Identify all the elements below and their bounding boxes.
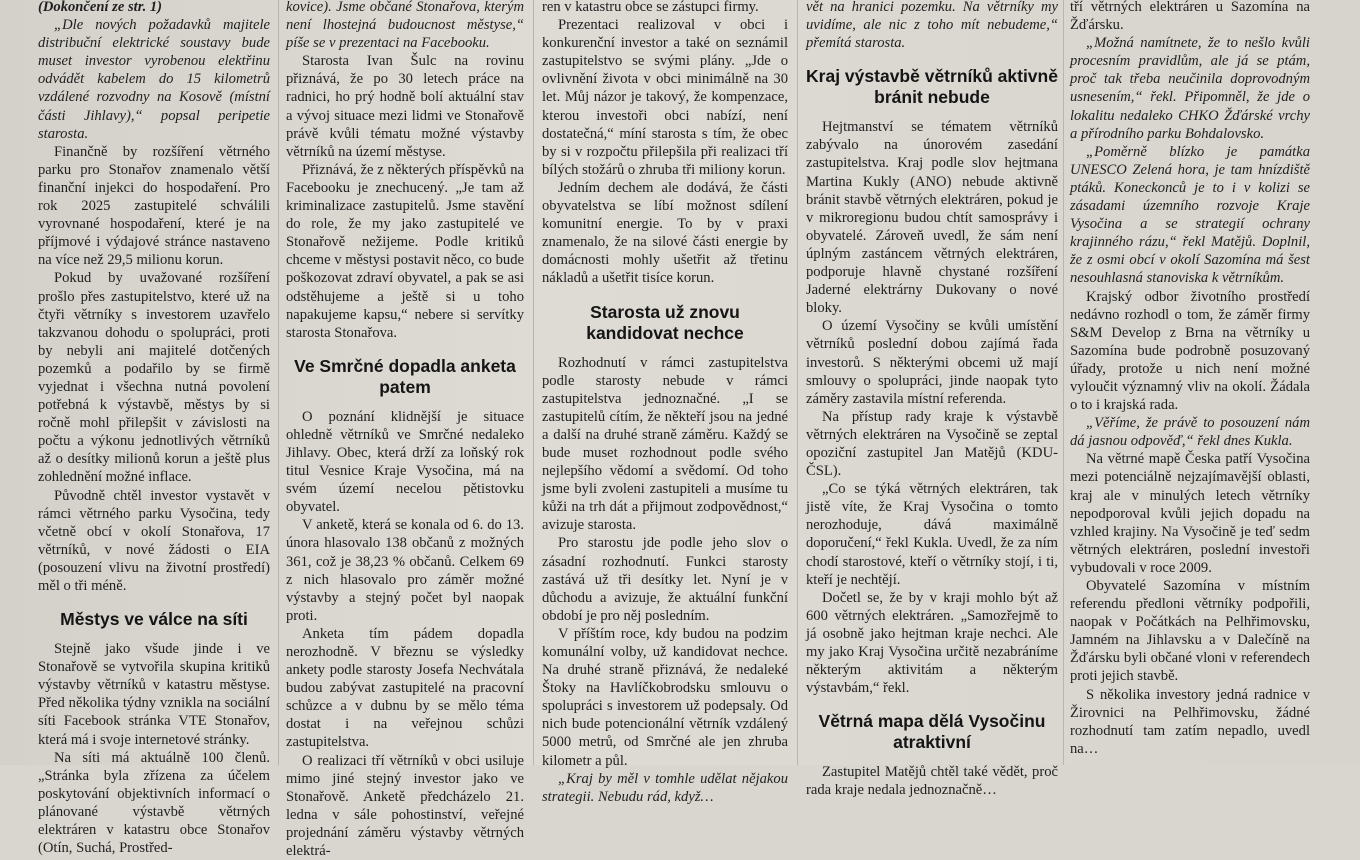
paragraph: „Kraj by měl v tomhle udělat nějakou strategii. Nebudu rád, když…	[542, 770, 788, 805]
paragraph: V příštím roce, kdy budou na podzim komunální volby, už kandidovat nechce. Na druhé straně přiznává, že nedaleké Štoky na Havlíčkobrodsku smlouvu o spolupráci s investorem už podepsaly. Od nich bude potencionální větrník vzdálený 5000 metrů, od Smrčné ale jen zhruba kilometr a půl.	[542, 625, 788, 769]
paragraph: Pokud by uvažované rozšíření prošlo přes zastupitelstvo, které už na čtyři větrníky s investorem uzavřelo takzvanou dohodu o spolupráci, proti by nebyli ani majitelé dotčených pozemků a podařilo by se firmě vyjednat i všechna nutná povolení potřebná k výstavbě, městys by si ročně mohl přilepšit v závislosti na počtu a výkonu jednotlivých větrníků až o desítky milionů korun a ještě plus zohlednění možné inflace.	[38, 270, 270, 486]
subheading: Starosta už znovu kandidovat nechce	[586, 301, 744, 343]
paragraph: Jedním dechem ale dodává, že části obyvatelstva se líbí možnost sdílení komunitní energie. To by v praxi znamenalo, že na silové části energie by domácnosti mohly ušetřit až třetinu nákladů a ušetřit tisíce korun.	[542, 179, 788, 287]
paragraph: kovice). Jsme občané Stonařova, kterým není lhostejná budoucnost městyse,“ píše se v prezentaci na Facebooku.	[286, 0, 524, 52]
paragraph: ren v katastru obce se zástupci firmy.	[542, 0, 759, 15]
subheading: Kraj výstavbě větrníků aktivně bránit nebude	[806, 66, 1058, 108]
paragraph: Pro starostu jde podle jeho slov o zásadní rozhodnutí. Funkci starosty zastává už tři desítky let. Nyní je v důchodu a avizuje, že aktuální funkční období je pro něj posledním.	[542, 535, 788, 624]
paragraph: Na přístup rady kraje k výstavbě větrných elektráren na Vysočině se zeptal opoziční zastupitel Jan Matějů (KDU-ČSL).	[806, 408, 1058, 480]
paragraph: Prezentaci realizoval v obci i konkurenční investor a také on seznámil zastupitelstvo se svými plány. „Jde o ovlivnění života v obci minimálně na 30 let. Můj názor je takový, že kompenzace, kterou investoři obci nabízí, není dostatečná,“ míní starosta s tím, že obec by si v rozpočtu přilepšila při realizaci tří bílých stožárů o zhruba tři miliony korun.	[542, 17, 788, 178]
paragraph: Původně chtěl investor vystavět v rámci větrného parku Vysočina, tedy včetně obcí v okolí Stonařova, 17 větrníků, v nové žádosti o EIA (posouzení vlivu na životní prostředí) měl o tři méně.	[38, 487, 270, 594]
article-column-2	[286, 0, 524, 860]
subheading: Ve Smrčné dopadla anketa patem	[294, 355, 516, 397]
paragraph: O území Vysočiny se kvůli umístění větrníků poslední dobou zajímá řada investorů. S některými obcemi už mají smlouvy o spolupráci, jinde naopak tyto záměry zastavila místní referenda.	[806, 318, 1058, 407]
column-rule	[278, 0, 279, 765]
paragraph: Zastupitel Matějů chtěl také vědět, proč rada kraje nedala jednoznačně…	[806, 764, 1058, 799]
subheading: Větrná mapa dělá Vysočinu atraktivní	[818, 711, 1046, 753]
paragraph: V anketě, která se konala od 6. do 13. února hlasovalo 138 občanů z možných 361, což je 38,23 % občanů. Celkem 69 z nich hlasovalo pro záměr možné výstavby a stejný počet byl naopak proti.	[286, 517, 524, 624]
paragraph: Přiznává, že z některých příspěvků na Facebooku je znechucený. „Je tam až kriminalizace zastupitelů. Jsme stavění do role, že my jako zastupitelé ve Stonařově nežijeme. Podle kritiků chceme v městysi postavit něco, co bude poškozovat zdraví obyvatel, a pak se asi odstěhujeme a ještě si u toho napakujeme kapsu,“ nebere si servítky starosta Stonařova.	[286, 161, 524, 341]
paragraph: Na větrné mapě Česka patří Vysočina mezi potenciálně nejzajímavější oblasti, kraj ale v minulých letech větrníky nepodporoval kvůli jejich dopadu na vzhled krajiny. Na Vysočině je teď sedm větrných elektráren, poslední investoři vybudovali v roce 2009.	[1070, 451, 1310, 576]
paragraph: Finančně by rozšíření větrného parku pro Stonařov znamenalo větší finanční injekci do hospodaření. Pro rok 2025 zastupitelé schválili vyrovnané hospodaření, které je na příjmové i výdajové stránce nastaveno na více než 29,5 milionu korun.	[38, 143, 270, 269]
paragraph: tří větrných elektráren u Sazomína na Žďársku.	[1070, 0, 1310, 34]
paragraph: Hejtmanství se tématem větrníků zabývalo na únorovém zasedání zastupitelstva. Kraj podle slov hejtmana Martina Kukly (ANO) nebude aktivně bránit stavbě větrných elektráren, pokud je v mikroregionu budou chtít samosprávy i obyvatelé. Zároveň uvedl, že sám není úplným zastáncem větrných elektráren, podporuje hlavně chystané rozšíření Jaderné elektrárny Dukovany o nové bloky.	[806, 119, 1058, 317]
paragraph: Starosta Ivan Šulc na rovinu přiznává, že po 30 letech práce na radnici, ho prý hodně bolí aktuální stav a vývoj situace mezi lidmi ve Stonařově právě kvůli tématu možné výstavby větrníků na území městyse.	[286, 53, 524, 160]
paragraph: Stejně jako všude jinde i ve Stonařově se vytvořila skupina kritiků výstavby větrníků v katastru městyse. Před několika týdny vznikla na sociální síti Facebook stránka VTE Stonařov, která má i svoje internetové stránky.	[38, 641, 270, 748]
paragraph: O poznání klidnější je situace ohledně větrníků ve Smrčné nedaleko Jihlavy. Obec, která drží za loňský rok titul Vesnice Kraje Vysočina, má na svém území necelou pětistovku obyvatel.	[286, 408, 524, 516]
paragraph: O realizaci tří větrníků v obci usiluje mimo jiné stejný investor jako ve Stonařově. Anketě předcházelo 21. ledna v sále pohostinství, veřejné projednání záměru výstavby větrných elektrá-	[286, 752, 524, 860]
paragraph: Obyvatelé Sazomína v místním referendu předloni větrníky podpořili, naopak v Počátkách na Pelhřimovsku, Jamném na Jihlavsku a v Dalečíně na Žďársku byli občané vloni v referendech proti jejich stavbě.	[1070, 578, 1310, 685]
column-rule	[1063, 0, 1064, 765]
paragraph: „Poměrně blízko je památka UNESCO Zelená hora, je tam hnízdiště ptáků. Koneckonců je to i v kolizi se zásadami územního rozvoje Kraje Vysočina a se strategií ochrany krajinného rázu,“ řekl Matějů. Doplnil, že z osmi obcí v okolí Sazomína má šest nesouhlasná stanoviska k větrníkům.	[1070, 143, 1310, 287]
article-column-5	[1070, 0, 1310, 763]
paragraph: Anketa tím pádem dopadla nerozhodně. V březnu se výsledky ankety podle starosty Josefa Nechvátala budou zabývat zastupitelé na pracovní schůzce a v dubnu by se mělo téma dostat i na veřejnou schůzi zastupitelstva.	[286, 625, 524, 751]
article-column-1	[38, 0, 270, 857]
paragraph: „Věříme, že právě to posouzení nám dá jasnou odpověď,“ řekl dnes Kukla.	[1070, 415, 1310, 450]
paragraph: Krajský odbor životního prostředí nedávno rozhodl o tom, že záměr firmy S&M Develop z Brna na větrníky u Sazomína bude podrobně posuzovaný úřady, protože u nich není možné vyloučit významný vliv na okolí. Žádala o to i krajská rada.	[1070, 288, 1310, 414]
paragraph: „Co se týká větrných elektráren, tak jistě víte, že Kraj Vysočina o tomto nerozhoduje, dává maximálně doporučení,“ řekl Kukla. Uvedl, že za ním chodí starostové, kteří o větrníky stojí, i ti, kteří je nechtějí.	[806, 481, 1058, 588]
article-column-4	[806, 0, 1058, 799]
paragraph: vět na hranici pozemku. Na větrníky my uvidíme, ale nic z toho mít nebudeme,“ přemítá starosta.	[806, 0, 1058, 52]
paragraph: „Možná namítnete, že to nešlo kvůli procesním pravidlům, ale já se ptám, proč tak třeba neučinila doprovodným usnesením,“ řekl. Připomněl, že jde o lokalitu nedaleko CHKO Žďárské vrchy a přírodního parku Bohdalovsko.	[1070, 35, 1310, 142]
paragraph: Rozhodnutí v rámci zastupitelstva podle starosty nebude v rámci zastupitelstva jednoznačné. „I se zastupitelů cítím, že někteří jsou na jedné a další na druhé straně záměru. Každý se bude muset rozhodnout podle svého nejlepšího vědomí a svědomí. Od toho jsme byli zvoleni zastupiteli a musíme tu kůži na trh dát a přijmout zodpovědnost,“ avizuje starosta.	[542, 354, 788, 534]
subheading: Městys ve válce na síti	[60, 609, 248, 630]
column-rule	[797, 0, 798, 765]
article-column-3	[542, 0, 788, 805]
paragraph: „Dle nových požadavků majitele distribuční elektrické soustavy bude muset investor vyrobenou elektřinu odvádět kabelem do 15 kilometrů vzdálené rozvodny na Kosově (místní části Jihlavy),“ popsal peripetie starosta.	[38, 17, 270, 142]
column-rule	[533, 0, 534, 765]
paragraph: Na síti má aktuálně 100 členů. „Stránka byla zřízena za účelem poskytování objektivních informací o plánované výstavbě větrných elektráren v katastru obce Stonařov (Otín, Suchá, Prostřed-	[38, 749, 270, 857]
continuation-note: (Dokončení ze str. 1)	[38, 0, 163, 15]
paragraph: Dočetl se, že by v kraji mohlo být až 600 větrných elektráren. „Samozřejmě to já osobně jako hejtman kraje nechci. Ale my jako Kraj Vysočina určitě nezabráníme některým aktivitám a některým výstavbám,“ řekl.	[806, 589, 1058, 697]
paragraph: S několika investory jedná radnice v Žirovnici na Pelhřimovsku, žádné rozhodnutí tam zatím nepadlo, uvedl na…	[1070, 686, 1310, 757]
